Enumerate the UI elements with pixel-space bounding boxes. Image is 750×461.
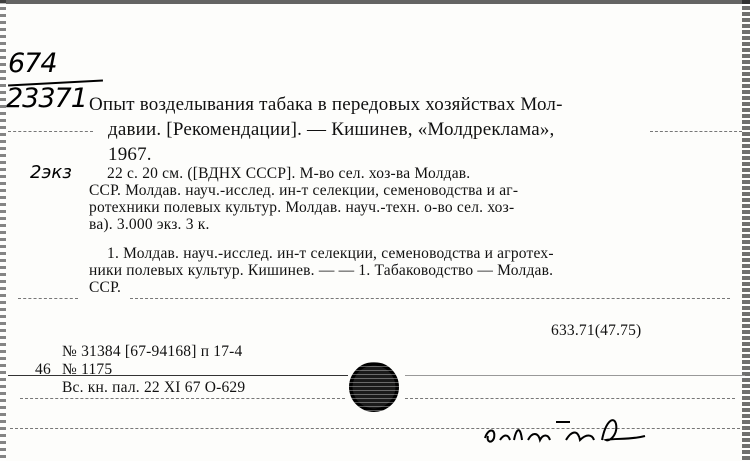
description-line: ротехники полевых культур. Молдав. науч.-техн. о-во сел. хоз- — [89, 199, 515, 216]
ruling-line — [18, 298, 78, 299]
ruling-line — [405, 398, 735, 399]
description-line: ва). 3.000 экз. 3 к. — [89, 216, 210, 233]
registry-number: № 31384 [67-94168] п 17-4 — [62, 343, 243, 360]
ruling-line — [130, 298, 730, 299]
ruling-line — [8, 131, 93, 132]
card-left-edge — [0, 0, 6, 461]
card-top-edge — [0, 0, 750, 4]
tracing-line: 1. Молдав. науч.-исслед. ин-т селекции, семеноводства и агротех- — [107, 245, 554, 262]
shelf-mark-line2: 23371 — [6, 83, 87, 114]
registry-rule — [8, 375, 348, 376]
registry-prefix: 46 — [35, 361, 51, 378]
classification-code: 633.71(47.75) — [551, 322, 642, 339]
punch-hole-texture — [349, 362, 399, 412]
description-line: ССР. Молдав. науч.-исслед. ин-т селекции, семеноводства и аг- — [89, 182, 519, 199]
ruling-line — [650, 131, 742, 132]
title-line: 1967. — [108, 144, 152, 165]
shelf-mark-line1: 674 — [8, 48, 57, 79]
margin-note: 2экз — [30, 162, 72, 183]
registry-rule — [405, 375, 745, 376]
registry-item-number: № 1175 — [62, 361, 113, 378]
handwritten-signature — [480, 410, 650, 450]
description-line: 22 с. 20 см. ([ВДНХ СССР]. М-во сел. хоз-ва Молдав. — [107, 165, 471, 182]
tracing-line: ССР. — [89, 279, 122, 296]
title-line: Опыт возделывания табака в передовых хозяйствах Мол- — [89, 94, 563, 115]
title-line: давии. [Рекомендации]. — Кишинев, «Молдреклама», — [108, 119, 555, 140]
registry-chamber-date: Вс. кн. пал. 22 XI 67 О-629 — [62, 379, 246, 396]
card-right-edge — [742, 0, 750, 461]
tracing-line: ники полевых культур. Кишинев. — — 1. Табаководство — Молдав. — [89, 262, 554, 279]
ruling-line — [20, 398, 345, 399]
